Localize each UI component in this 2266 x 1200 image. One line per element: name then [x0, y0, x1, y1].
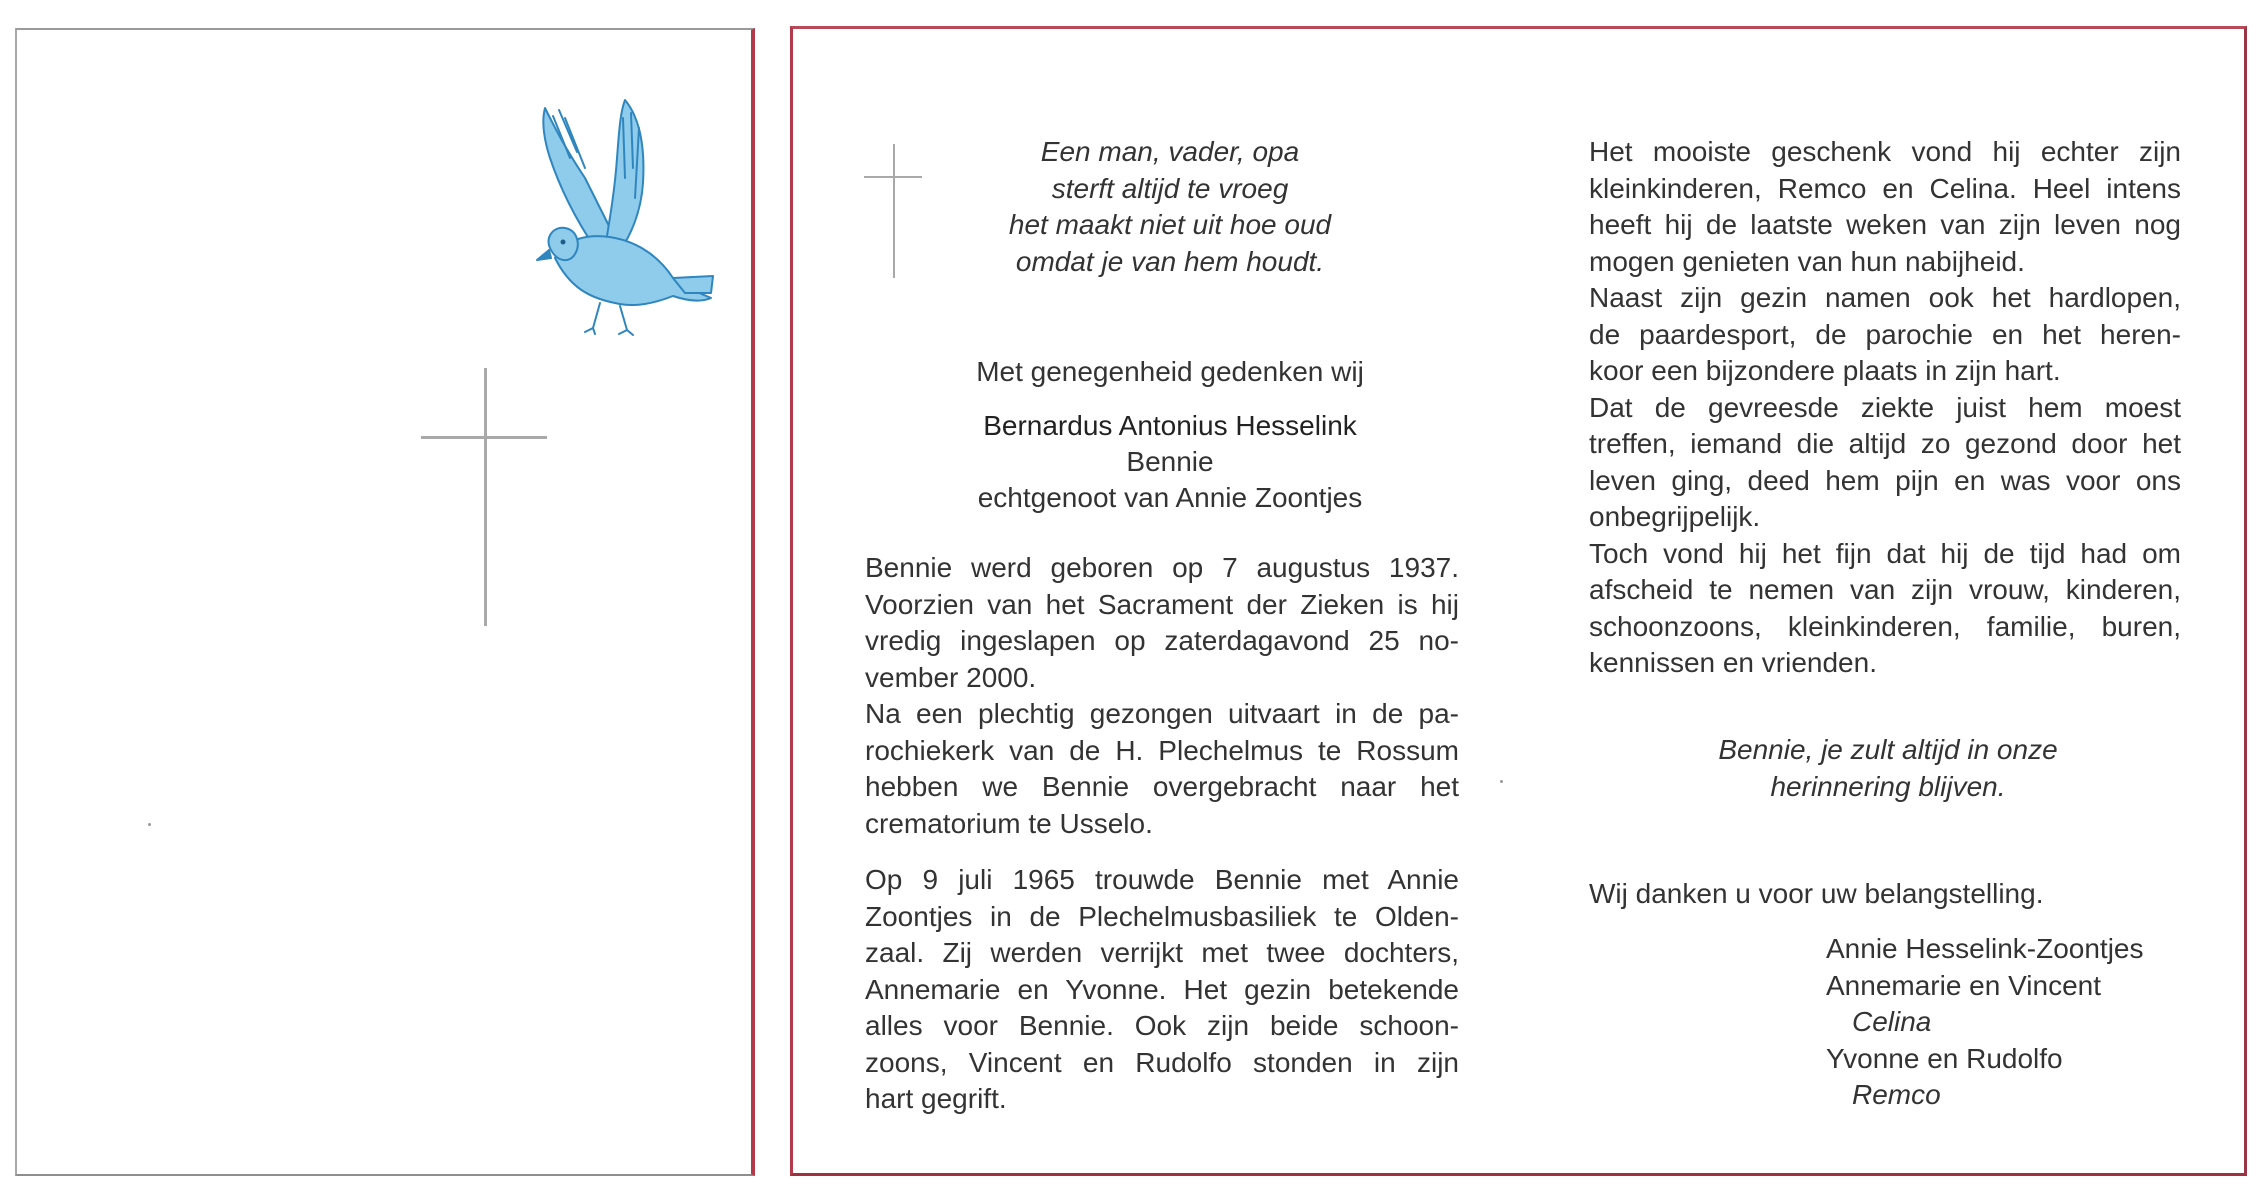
full-name: Bernardus Antonius Hesselink: [983, 410, 1357, 441]
poem-line: sterft altijd te vroeg: [1051, 172, 1289, 204]
intro-line: Met genegenheid gedenken wij: [976, 356, 1364, 387]
thanks-line: Wij danken u voor uw belangstelling.: [1589, 878, 2044, 909]
paragraph-marriage: [865, 862, 1459, 1118]
text-line: kennissen en vrienden.: [1589, 647, 1877, 678]
text-line: crematorium te Usselo.: [865, 807, 1153, 839]
closing-quote: [1640, 731, 2136, 805]
text-line: kleinkinderen, Remco en Celina. Heel intens: [1589, 172, 2181, 204]
signatories: [1826, 931, 2144, 1114]
speck: [148, 823, 151, 826]
text-line: zaal. Zij werden verrijkt met twee dochters,: [865, 937, 1459, 968]
text-line: vredig ingeslapen op zaterdagavond 25 no-: [865, 625, 1459, 656]
text-line: Annemarie en Yvonne. Het gezin betekende: [865, 973, 1459, 1005]
text-line: koor een bijzondere plaats in zijn hart.: [1589, 355, 2061, 386]
text-line: heeft hij de laatste weken van zijn leven nog: [1589, 209, 2181, 240]
text-line: leven ging, deed hem pijn en was voor ons: [1589, 464, 2181, 496]
poem-line: omdat je van hem houdt.: [1015, 245, 1325, 277]
text-line: Op 9 juli 1965 trouwde Bennie met Annie: [865, 864, 1459, 895]
signatory-family: Yvonne en Rudolfo: [1826, 1042, 2063, 1074]
paragraph-life: [1589, 134, 2181, 682]
signatory-family: Annemarie en Vincent: [1826, 969, 2101, 1001]
text-line: rochiekerk van de H. Plechelmus te Rossum: [865, 734, 1459, 766]
text-line: Zoontjes in de Plechelmusbasiliek te Olden-: [865, 900, 1459, 932]
text-line: vember 2000.: [865, 661, 1037, 693]
text-line: Na een plechtig gezongen uitvaart in de pa-: [865, 698, 1459, 729]
text-line: Bennie werd geboren op 7 augustus 1937.: [865, 552, 1459, 583]
speck: [1500, 780, 1503, 783]
text-line: Toch vond hij het fijn dat hij de tijd had om: [1589, 537, 2181, 569]
opening-poem: [900, 134, 1440, 280]
dove-icon: [515, 88, 715, 348]
text-line: schoonzoons, kleinkinderen, familie, buren,: [1589, 610, 2181, 642]
text-line: de paardesport, de parochie en het heren-: [1589, 318, 2181, 350]
name-block: [860, 354, 1480, 516]
poem-line: het maakt niet uit hoe oud: [1008, 209, 1332, 240]
poem-line: Een man, vader, opa: [1040, 136, 1300, 167]
text-line: Dat de gevreesde ziekte juist hem moest: [1589, 391, 2181, 423]
text-line: Het mooiste geschenk vond hij echter zijn: [1589, 136, 2181, 167]
text-line: onbegrijpelijk.: [1589, 501, 1761, 532]
text-line: zoons, Vincent en Rudolfo stonden in zijn: [865, 1046, 1459, 1078]
paragraph-birth-death: [865, 550, 1459, 842]
text-line: afscheid te nemen van zijn vrouw, kinderen,: [1589, 574, 2181, 605]
nickname: Bennie: [1126, 446, 1214, 477]
text-line: alles voor Bennie. Ook zijn beide schoon-: [865, 1010, 1459, 1041]
quote-line: Bennie, je zult altijd in onze: [1718, 734, 2058, 765]
quote-line: herinnering blijven.: [1770, 771, 2006, 802]
text-line: treffen, iemand die altijd zo gezond door het: [1589, 428, 2181, 459]
signatory-grandchild: Celina: [1852, 1006, 1932, 1037]
signatory-widow: Annie Hesselink-Zoontjes: [1826, 933, 2144, 964]
text-line: mogen genieten van hun nabijheid.: [1589, 245, 2025, 277]
text-line: hart gegrift.: [865, 1083, 1007, 1114]
spouse-line: echtgenoot van Annie Zoontjes: [977, 482, 1363, 513]
text-line: Voorzien van het Sacrament der Zieken is hij: [865, 588, 1459, 620]
text-line: hebben we Bennie overgebracht naar het: [865, 771, 1459, 802]
text-line: Naast zijn gezin namen ook het hardlopen,: [1589, 282, 2181, 313]
signatory-grandchild: Remco: [1852, 1079, 1941, 1110]
